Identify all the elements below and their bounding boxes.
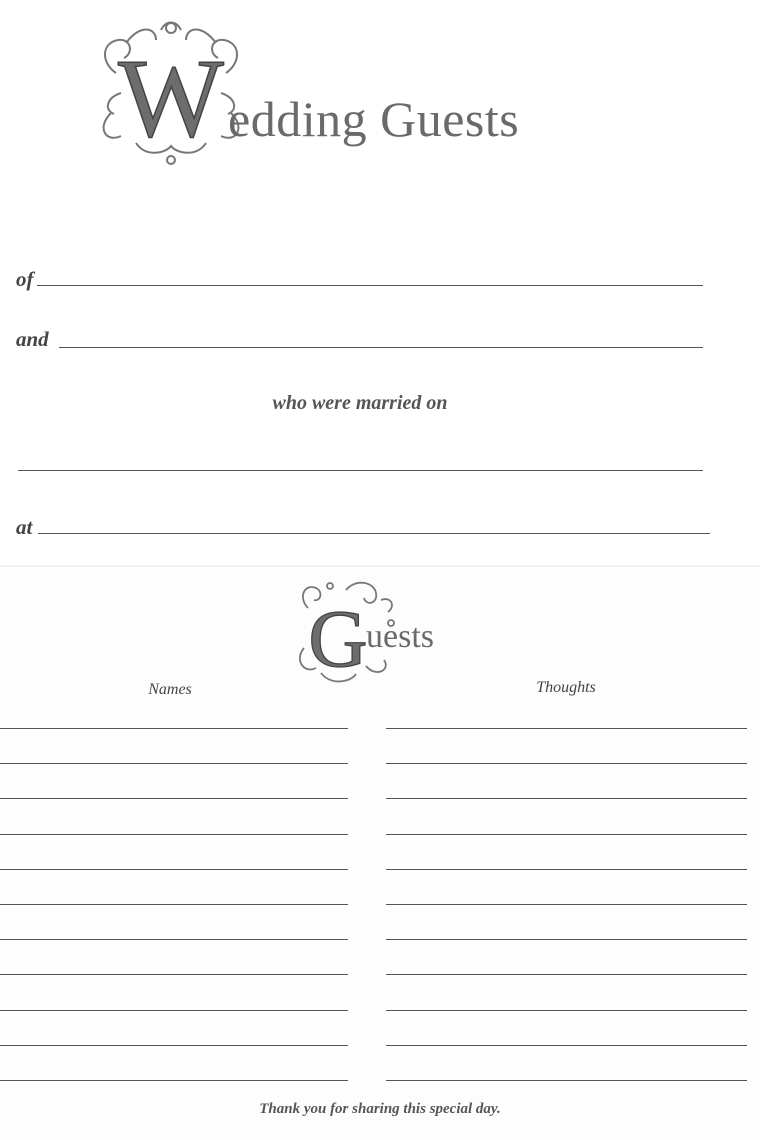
thoughts-line <box>386 974 747 975</box>
names-line <box>0 939 348 940</box>
of-label: of <box>16 267 34 291</box>
thoughts-line <box>386 834 747 835</box>
title-text: edding Guests <box>228 91 520 147</box>
names-line <box>0 834 348 835</box>
guests-heading <box>296 578 476 686</box>
names-line <box>0 798 348 799</box>
names-line <box>0 869 348 870</box>
thoughts-line <box>386 798 747 799</box>
thoughts-column <box>386 728 747 1080</box>
page-divider <box>0 565 760 567</box>
and-label: and <box>16 327 49 351</box>
of-line <box>37 285 703 286</box>
thoughts-line <box>386 1010 747 1011</box>
ornamental-w-icon <box>96 18 246 168</box>
thoughts-line <box>386 763 747 764</box>
names-line <box>0 1045 348 1046</box>
names-header: Names <box>148 681 192 698</box>
thoughts-line <box>386 728 747 729</box>
married-on-text: who were married on <box>272 392 448 414</box>
date-line <box>18 470 703 471</box>
names-column <box>0 728 348 1080</box>
names-line <box>0 904 348 905</box>
at-line <box>38 533 710 534</box>
thoughts-line <box>386 869 747 870</box>
names-line <box>0 1010 348 1011</box>
names-line <box>0 763 348 764</box>
thank-you-text: Thank you for sharing this special day. <box>259 1101 501 1117</box>
thoughts-line <box>386 939 747 940</box>
and-line <box>59 347 703 348</box>
title-initial: W <box>118 37 224 161</box>
guests-initial: G <box>308 593 368 684</box>
at-label: at <box>16 515 33 539</box>
names-line <box>0 974 348 975</box>
names-line <box>0 728 348 729</box>
guests-heading-text: uests <box>366 618 434 655</box>
thoughts-line <box>386 1045 747 1046</box>
thoughts-line <box>386 1080 747 1081</box>
thoughts-header: Thoughts <box>536 679 596 696</box>
thoughts-line <box>386 904 747 905</box>
page-title <box>96 18 656 168</box>
names-line <box>0 1080 348 1081</box>
